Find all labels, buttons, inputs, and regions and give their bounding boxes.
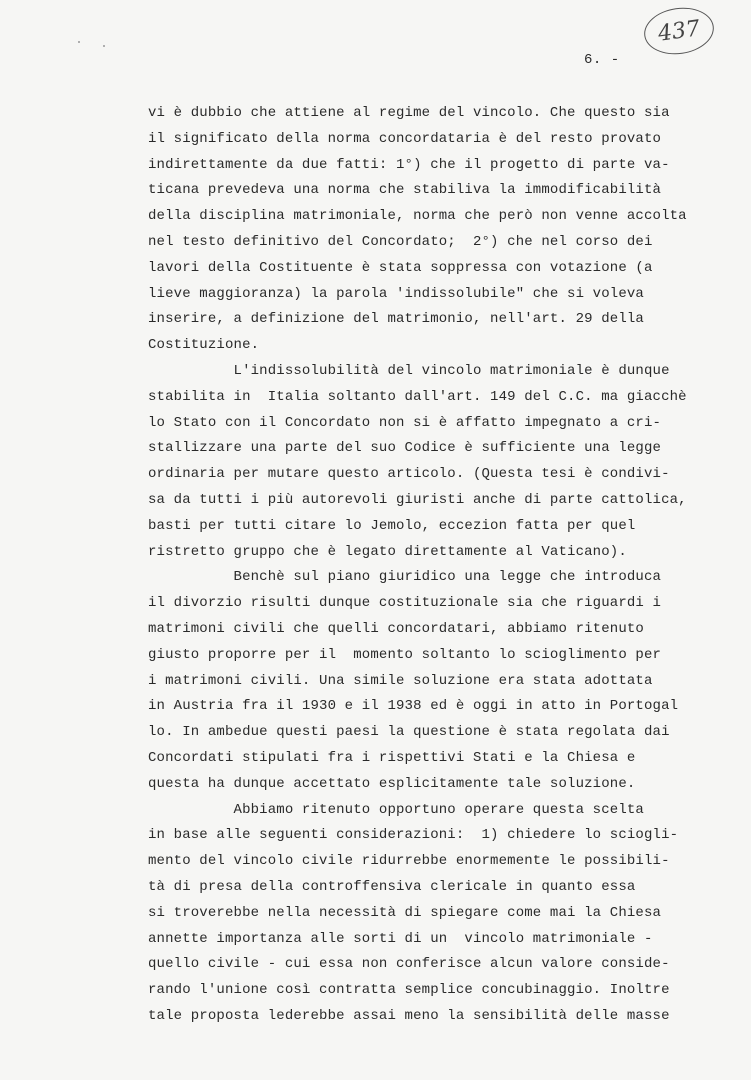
text-line: sa da tutti i più autorevoli giuristi anche di parte cattolica, (148, 491, 687, 508)
text-line: stallizzare una parte del suo Codice è sufficiente una legge (148, 440, 662, 457)
text-line: il divorzio risulti dunque costituzionale sia che riguardi i (148, 595, 662, 612)
text-line: Costituzione. (148, 337, 260, 354)
text-line: in Austria fra il 1930 e il 1938 ed è oggi in atto in Portogal (148, 698, 679, 715)
text-line: matrimoni civili che quelli concordatari, abbiamo ritenuto (148, 620, 644, 637)
text-line: rando l'unione così contratta semplice concubinaggio. Inoltre (148, 982, 670, 999)
text-line: mento del vincolo civile ridurrebbe enormemente le possibili- (148, 853, 670, 870)
text-line: tale proposta lederebbe assai meno la sensibilità delle masse (148, 1007, 670, 1024)
body-text (148, 101, 708, 1030)
text-line: ordinaria per mutare questo articolo. (Questa tesi è condivi- (148, 466, 670, 483)
text-line: Benchè sul piano giuridico una legge che introduca (148, 569, 662, 586)
text-line: si troverebbe nella necessità di spiegare come mai la Chiesa (148, 904, 662, 921)
text-line: annette importanza alle sorti di un vincolo matrimoniale - (148, 930, 653, 947)
stamp-number: 437 (656, 15, 702, 47)
text-line: giusto proporre per il momento soltanto lo scioglimento per (148, 646, 662, 663)
text-line: lieve maggioranza) la parola 'indissolubile" che si voleva (148, 285, 644, 302)
scan-speck (78, 41, 80, 43)
text-line: questa ha dunque accettato esplicitamente tale soluzione. (148, 775, 636, 792)
text-line: lo. In ambedue questi paesi la questione è stata regolata dai (148, 724, 670, 741)
text-line: stabilita in Italia soltanto dall'art. 149 del C.C. ma giacchè (148, 388, 687, 405)
scan-speck (103, 45, 105, 47)
text-line: tà di presa della controffensiva clericale in quanto essa (148, 878, 636, 895)
text-line: lo Stato con il Concordato non si è affatto impegnato a cri- (148, 414, 662, 431)
text-line: vi è dubbio che attiene al regime del vincolo. Che questo sia (148, 105, 670, 121)
archive-number-stamp (641, 3, 717, 58)
text-line: ristretto gruppo che è legato direttamente al Vaticano). (148, 543, 627, 560)
text-line: L'indissolubilità del vincolo matrimoniale è dunque (148, 362, 670, 379)
text-line: ticana prevedeva una norma che stabiliva la immodificabilità (148, 182, 662, 199)
text-line: quello civile - cui essa non conferisce alcun valore conside- (148, 956, 670, 973)
text-line: il significato della norma concordataria è del resto provato (148, 130, 662, 147)
text-line: indirettamente da due fatti: 1°) che il progetto di parte va- (148, 156, 670, 173)
text-line: i matrimoni civili. Una simile soluzione era stata adottata (148, 672, 653, 689)
text-line: basti per tutti citare lo Jemolo, eccezion fatta per quel (148, 517, 636, 534)
page-number: 6. - (584, 52, 620, 68)
text-line: Abbiamo ritenuto opportuno operare questa scelta (148, 801, 644, 818)
text-line: nel testo definitivo del Concordato; 2°) che nel corso dei (148, 233, 653, 250)
text-line: lavori della Costituente è stata soppressa con votazione (a (148, 259, 653, 276)
text-line: della disciplina matrimoniale, norma che però non venne accolta (148, 208, 687, 225)
text-line: inserire, a definizione del matrimonio, nell'art. 29 della (148, 311, 644, 328)
text-line: Concordati stipulati fra i rispettivi Stati e la Chiesa e (148, 749, 636, 766)
text-line: in base alle seguenti considerazioni: 1) chiedere lo sciogli- (148, 827, 679, 844)
